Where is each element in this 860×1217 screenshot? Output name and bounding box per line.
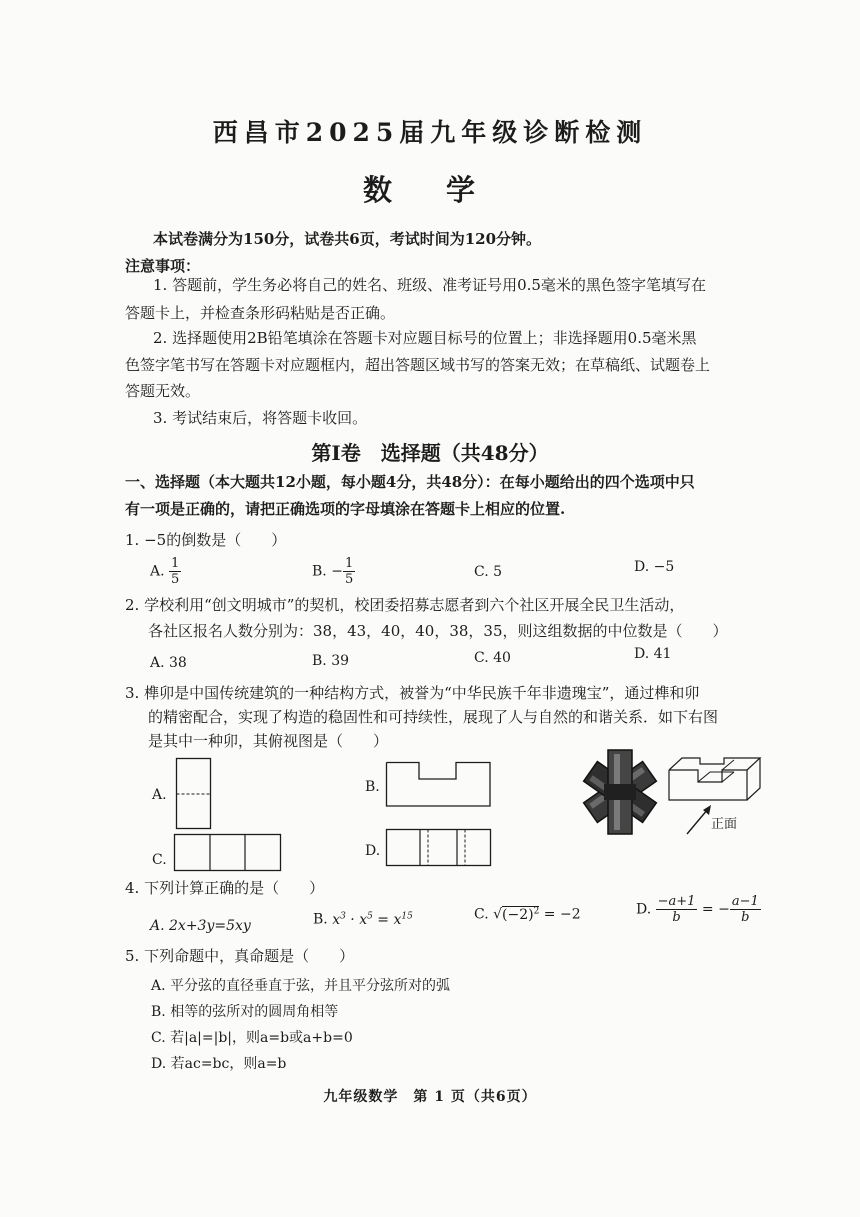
q1-option-c: C. 5 [474, 564, 503, 580]
q5-stem: 5. 下列命题中，真命题是（ ） [125, 947, 355, 965]
q3-option-a-figure [176, 758, 212, 830]
notice-1-line2: 答题卡上，并检查条形码粘贴是否正确。 [125, 304, 396, 322]
front-arrow-icon [684, 803, 714, 837]
q3-stem-line3: 是其中一种卯，其俯视图是（ ） [148, 732, 389, 750]
q1-option-d: D. −5 [634, 559, 675, 575]
q1-option-a-label: A. [150, 563, 165, 580]
q2-option-a: A. 38 [150, 655, 187, 671]
section-heading: 第Ⅰ卷 选择题（共48分） [311, 441, 549, 465]
q1-option-b-fraction [343, 556, 355, 587]
q1-option-a-fraction [169, 556, 181, 587]
notice-3: 3. 考试结束后，将答题卡收回。 [153, 409, 368, 427]
q4-option-a: A. 2x+3y=5xy [150, 918, 251, 934]
q3-option-c-figure [174, 834, 282, 872]
q3-stem-line1: 3. 榫卯是中国传统建筑的一种结构方式，被誉为“中华民族千年非遗瑰宝”，通过榫和卯 [125, 684, 700, 702]
subject-title: 数 学 [362, 173, 498, 207]
q3-option-b-label: B. [365, 779, 380, 795]
mortise-isometric-figure [668, 750, 764, 804]
q3-option-d-figure [386, 829, 492, 867]
section-instruction-line1: 一、选择题（本大题共12小题，每小题4分，共48分）：在每小题给出的四个选项中只 [125, 473, 695, 491]
q3-option-a-label: A. [152, 787, 167, 803]
q3-stem-line2: 的精密配合，实现了构造的稳固性和可持续性，展现了人与自然的和谐关系．如下右图 [148, 708, 719, 726]
q1-option-b-label: B. [312, 563, 327, 580]
q1-option-b [312, 556, 355, 587]
mortise-tenon-photo [574, 744, 666, 840]
q4-option-d: D. $\frac{-a+1}{b}$ = − $\frac{a-1}{b}$ [636, 894, 759, 925]
q3-option-b-figure [386, 762, 492, 808]
q2-stem-line2: 各社区报名人数分别为：38，43，40，40，38，35，则这组数据的中位数是（ ） [148, 622, 728, 640]
q2-stem-line1: 2. 学校利用“创文明城市”的契机，校团委招募志愿者到六个社区开展全民卫生活动， [125, 596, 685, 614]
notice-2-line3: 答题无效。 [125, 382, 201, 400]
q1-stem: 1. −5的倒数是（ ） [125, 531, 287, 549]
q4-option-d-label: D. [636, 901, 652, 918]
section-instruction-line2: 有一项是正确的，请把正确选项的字母填涂在答题卡上相应的位置. [125, 500, 566, 518]
q1-b-numerator: 1 [344, 556, 354, 571]
q5-option-d: D. 若ac=bc，则a=b [151, 1056, 287, 1072]
q1-option-a [150, 556, 181, 587]
q1-b-sign: − [331, 563, 343, 580]
q1-b-denominator: 5 [344, 572, 354, 587]
q3-option-c-label: C. [152, 852, 167, 868]
q4-option-c-label: C. [474, 906, 489, 923]
q3-option-d-label: D. [365, 843, 381, 859]
q2-option-c: C. 40 [474, 650, 511, 666]
q5-option-c: C. 若|a|=|b|，则a=b或a+b=0 [151, 1030, 353, 1046]
q4-stem: 4. 下列计算正确的是（ ） [125, 879, 325, 897]
q2-option-d: D. 41 [634, 646, 672, 662]
q5-option-b: B. 相等的弦所对的圆周角相等 [151, 1004, 339, 1020]
page-footer: 九年级数学 第 1 页（共6页） [323, 1089, 537, 1105]
q2-option-b: B. 39 [312, 653, 350, 669]
q5-option-a: A. 平分弦的直径垂直于弦，并且平分弦所对的弧 [151, 978, 451, 994]
q4-option-b: B. $x^3 \cdot x^5 = x^{15}$ [313, 911, 413, 928]
q1-a-numerator: 1 [171, 556, 180, 571]
exam-summary: 本试卷满分为150分，试卷共6页，考试时间为120分钟。 [153, 230, 542, 248]
front-view-label: 正面 [711, 817, 738, 832]
notice-heading: 注意事项： [125, 257, 201, 275]
q4-option-b-label: B. [313, 911, 328, 928]
q4-option-c: C. $√(-2)^2 = -2$ [474, 906, 581, 923]
exam-title: 西昌市2025届九年级诊断检测 [212, 118, 648, 147]
notice-1-line1: 1. 答题前，学生务必将自己的姓名、班级、准考证号用0.5毫米的黑色签字笔填写在 [153, 276, 706, 294]
q1-a-denominator: 5 [171, 572, 180, 587]
notice-2-line1: 2. 选择题使用2B铅笔填涂在答题卡对应题目标号的位置上；非选择题用0.5毫米黑 [153, 329, 697, 347]
notice-2-line2: 色签字笔书写在答题卡对应题框内，超出答题区域书写的答案无效；在草稿纸、试题卷上 [125, 356, 711, 374]
